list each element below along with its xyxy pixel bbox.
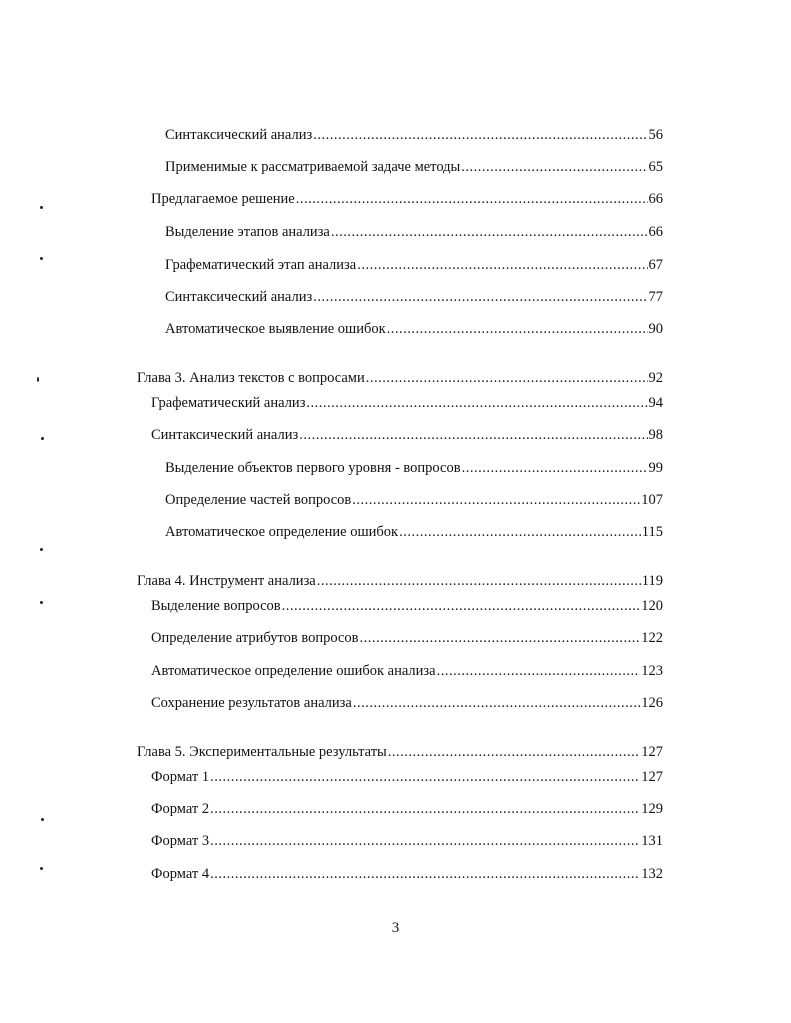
toc-entry-page: 107 [641,492,663,508]
toc-dot-leader [210,768,640,786]
toc-entry-page: 92 [648,370,663,386]
scan-speck [40,257,43,260]
toc-dot-leader [296,190,648,208]
scan-speck [41,818,44,821]
toc-entry-page: 122 [641,630,663,646]
toc-entry-title: Определение частей вопросов [165,492,352,508]
toc-entry-title: Формат 1 [151,769,210,785]
toc-entry[interactable] [165,158,663,176]
toc-entry[interactable] [165,491,663,509]
toc-entry-page: 65 [648,159,663,175]
toc-entry[interactable] [151,629,663,647]
toc-entry-page: 67 [648,257,663,273]
toc-entry-title: Глава 3. Анализ текстов с вопросами [137,370,365,386]
toc-entry[interactable] [151,832,663,850]
toc-entry-page: 127 [641,744,663,760]
toc-entry-title: Предлагаемое решение [151,191,295,207]
toc-entry-page: 77 [648,289,663,305]
toc-entry[interactable] [165,256,663,274]
toc-entry-page: 98 [648,427,663,443]
toc-entry[interactable] [151,768,663,786]
toc-entry-page: 90 [648,321,663,337]
toc-dot-leader [366,369,648,387]
toc-entry[interactable] [165,223,663,241]
toc-entry-page: 99 [648,460,663,476]
toc-dot-leader [437,662,641,680]
toc-dot-leader [461,158,647,176]
scan-speck [37,377,39,382]
toc-entry-title: Синтаксический анализ [165,127,313,143]
toc-entry-page: 115 [641,524,663,540]
toc-dot-leader [282,597,641,615]
toc-dot-leader [353,694,640,712]
toc-entry-title: Выделение вопросов [151,598,281,614]
toc-dot-leader [313,288,647,306]
toc-entry[interactable] [165,288,663,306]
toc-entry-title: Глава 4. Инструмент анализа [137,573,316,589]
scan-speck [40,867,43,870]
toc-entry-title: Сохранение результатов анализа [151,695,352,711]
toc-entry[interactable] [151,662,663,680]
scan-speck [40,601,43,604]
toc-entry-title: Определение атрибутов вопросов [151,630,359,646]
toc-entry-page: 123 [641,663,663,679]
toc-entry-title: Графематический этап анализа [165,257,357,273]
toc-entry[interactable] [165,523,663,541]
toc-chapter-entry[interactable] [137,369,663,387]
toc-entry[interactable] [165,320,663,338]
scan-speck [40,206,43,209]
toc-dot-leader [313,126,647,144]
toc-dot-leader [210,865,640,883]
toc-dot-leader [352,491,640,509]
toc-entry-page: 94 [648,395,663,411]
toc-entry-title: Формат 2 [151,801,210,817]
toc-dot-leader [359,629,640,647]
toc-entry-title: Применимые к рассматриваемой задаче методы [165,159,461,175]
toc-entry[interactable] [151,800,663,818]
toc-entry-page: 120 [641,598,663,614]
scan-speck [40,548,43,551]
toc-entry-page: 66 [648,191,663,207]
toc-entry[interactable] [165,459,663,477]
toc-entry-page: 131 [641,833,663,849]
toc-dot-leader [299,426,647,444]
toc-chapter-entry[interactable] [137,743,663,761]
page-number: 3 [391,920,400,936]
toc-entry-title: Автоматическое определение ошибок [165,524,399,540]
toc-entry-page: 126 [641,695,663,711]
toc-entry-page: 66 [648,224,663,240]
toc-entry[interactable] [151,597,663,615]
toc-chapter-entry[interactable] [137,572,663,590]
toc-entry[interactable] [151,694,663,712]
toc-entry-page: 56 [648,127,663,143]
scan-speck [41,437,44,440]
toc-entry[interactable] [165,126,663,144]
toc-entry[interactable] [151,865,663,883]
toc-dot-leader [462,459,648,477]
toc-entry-title: Автоматическое определение ошибок анализа [151,663,436,679]
toc-entry[interactable] [151,394,663,412]
toc-dot-leader [210,832,640,850]
toc-entry-page: 119 [641,573,663,589]
toc-entry-title: Формат 4 [151,866,210,882]
toc-entry-title: Графематический анализ [151,395,306,411]
toc-entry-title: Глава 5. Экспериментальные результаты [137,744,387,760]
toc-entry[interactable] [151,190,663,208]
toc-entry-title: Синтаксический анализ [151,427,299,443]
toc-dot-leader [317,572,641,590]
toc-entry-page: 129 [641,801,663,817]
toc-dot-leader [210,800,640,818]
toc-dot-leader [399,523,641,541]
toc-entry[interactable] [151,426,663,444]
toc-entry-page: 132 [641,866,663,882]
toc-entry-title: Выделение этапов анализа [165,224,330,240]
toc-dot-leader [357,256,647,274]
toc-entry-title: Синтаксический анализ [165,289,313,305]
toc-entry-title: Выделение объектов первого уровня - вопросов [165,460,461,476]
toc-dot-leader [387,320,648,338]
toc-entry-page: 127 [641,769,663,785]
toc-dot-leader [306,394,647,412]
toc-entry-title: Формат 3 [151,833,210,849]
toc-dot-leader [331,223,648,241]
toc-entry-title: Автоматическое выявление ошибок [165,321,386,337]
toc-dot-leader [388,743,640,761]
